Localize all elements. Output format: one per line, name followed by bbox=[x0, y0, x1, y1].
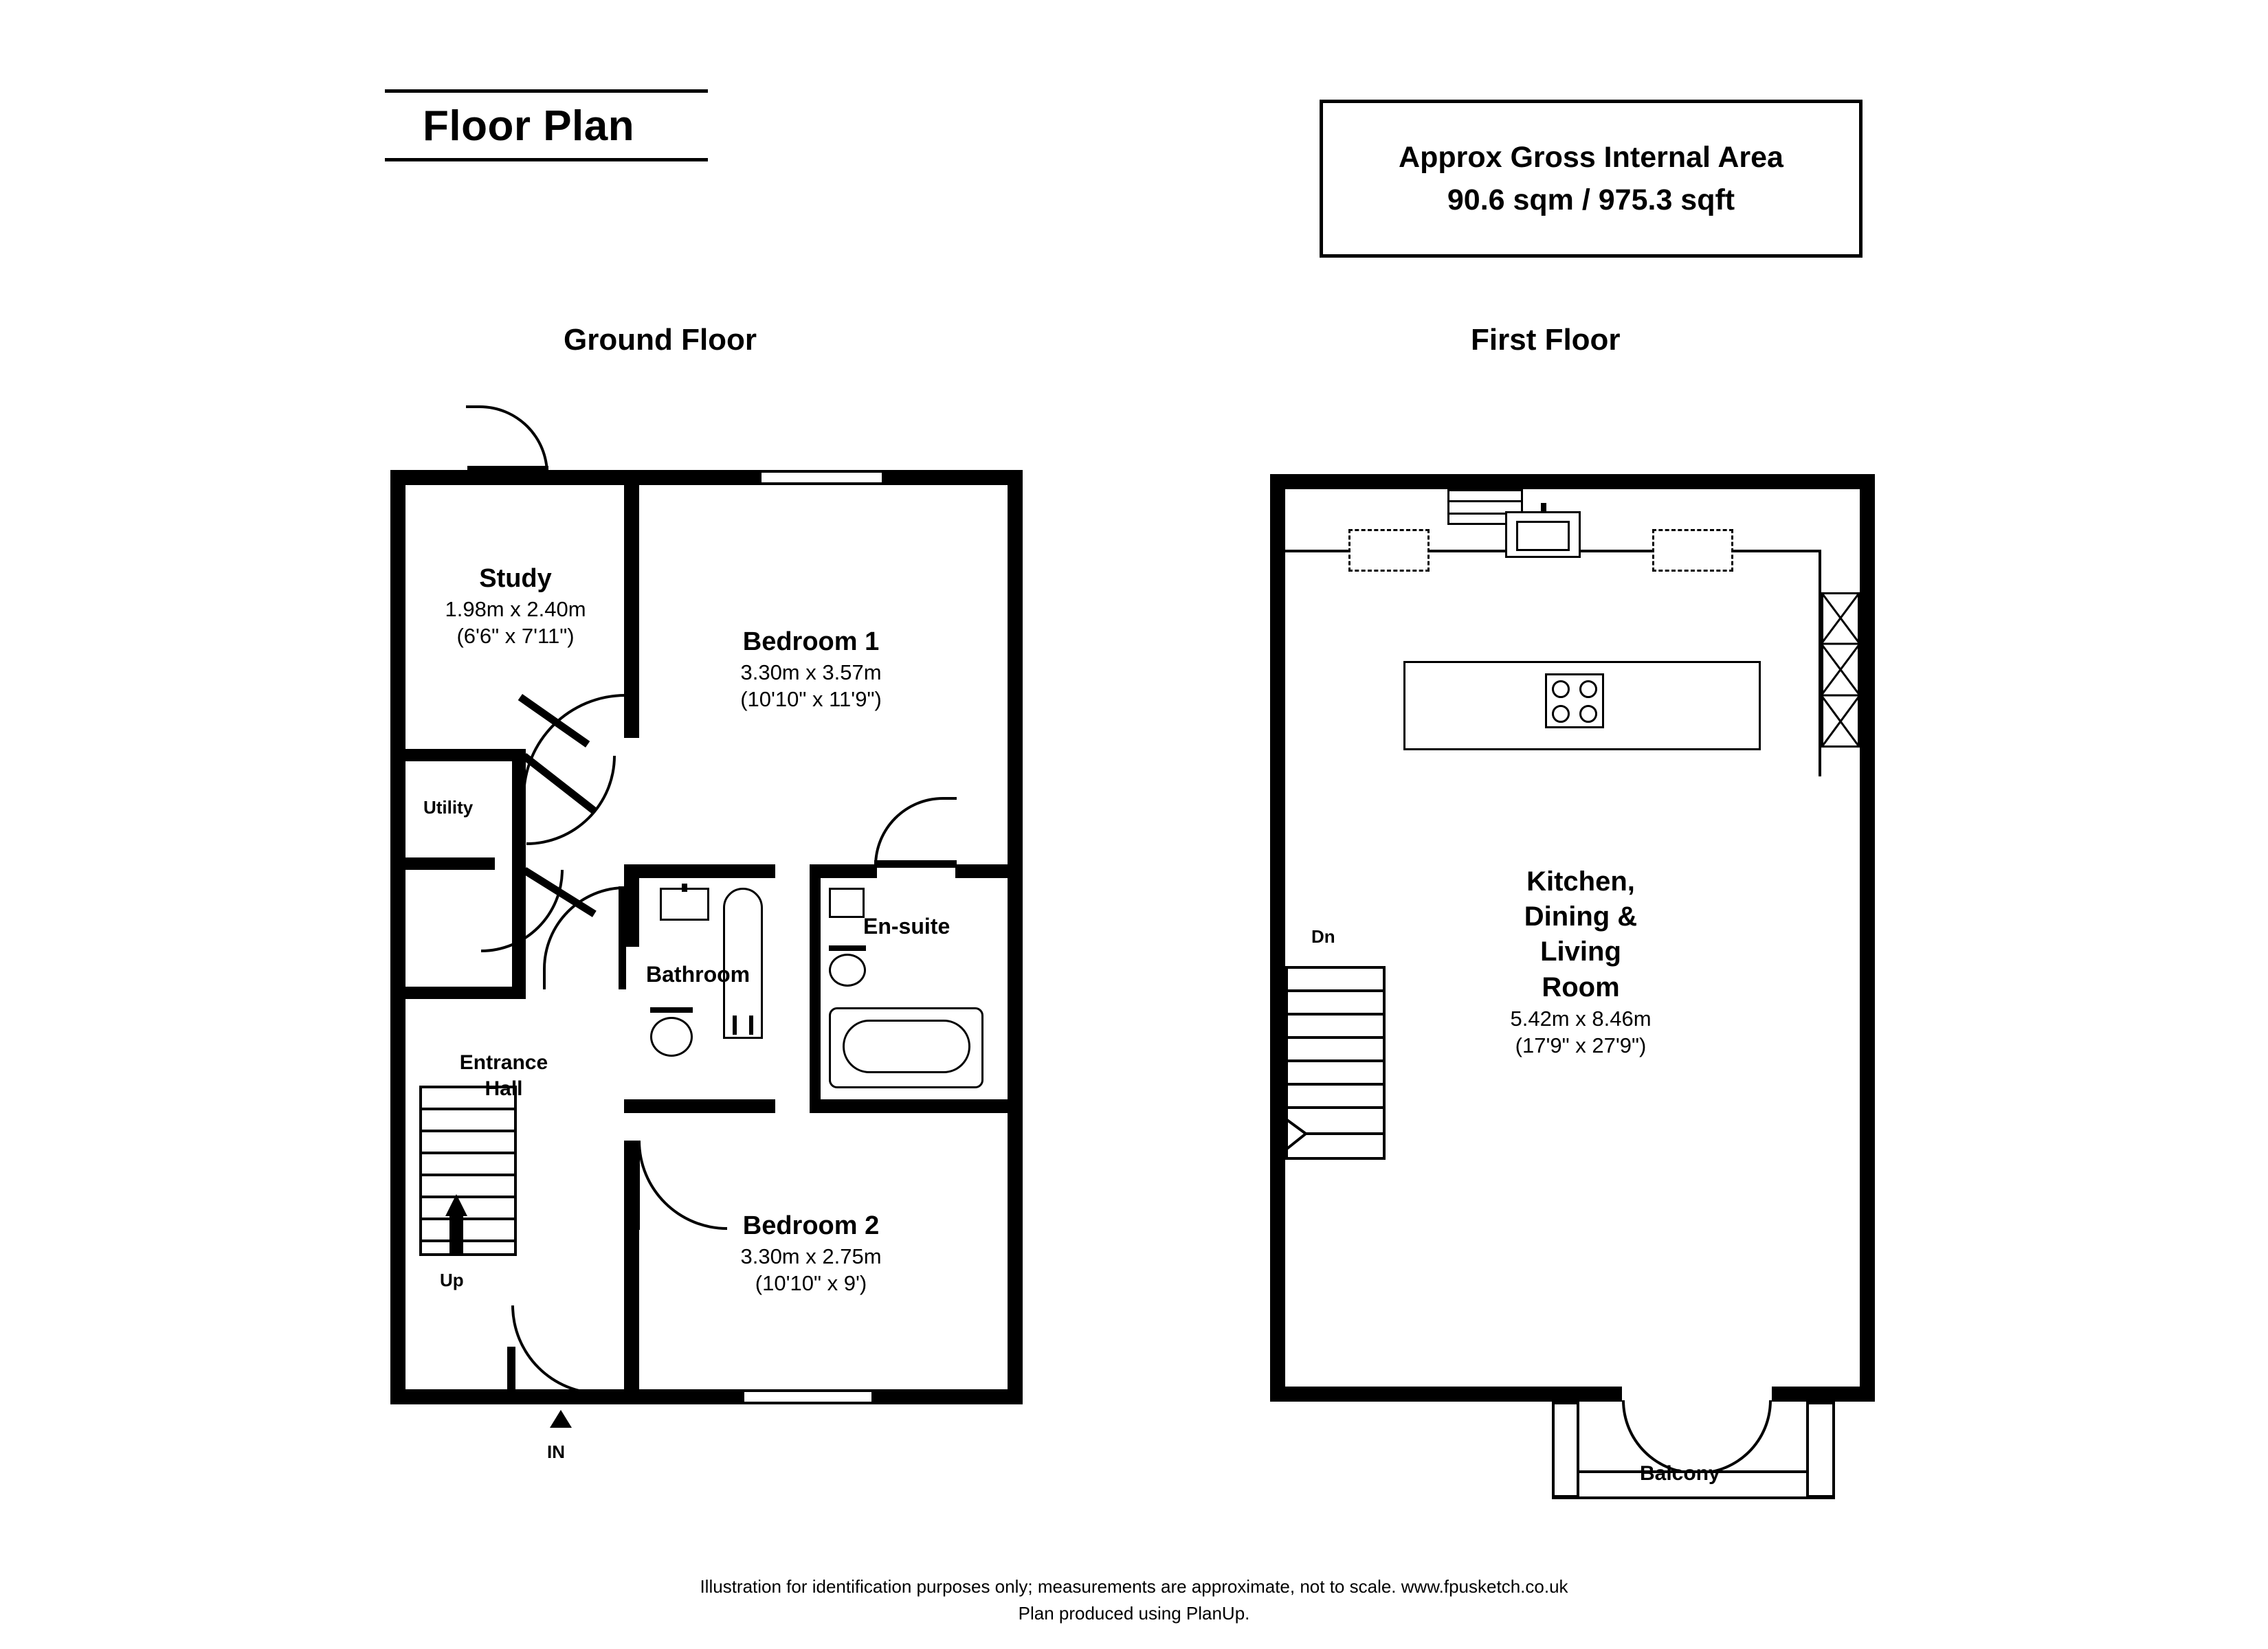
stair-tread bbox=[422, 1218, 514, 1220]
ensuite-bath-inner bbox=[843, 1020, 970, 1073]
bathroom-wall-bottom bbox=[624, 1099, 775, 1113]
island-burner bbox=[1552, 680, 1570, 698]
stair-up-arrow-icon bbox=[445, 1194, 467, 1216]
island-burner bbox=[1552, 705, 1570, 723]
study-door-swing bbox=[466, 405, 548, 474]
island-burner bbox=[1579, 705, 1597, 723]
utility-door-swing bbox=[526, 756, 616, 845]
first-wall-bottom-right bbox=[1792, 1387, 1875, 1402]
room-dim-bedroom1-ft: (10'10" x 11'9") bbox=[740, 687, 882, 712]
kitchen-unit-dashed bbox=[1348, 529, 1430, 572]
bathroom-shower-drain-left bbox=[733, 1016, 737, 1035]
room-name-balcony: Balcony bbox=[1640, 1462, 1720, 1485]
first-wall-bottom-left bbox=[1270, 1387, 1600, 1402]
room-name-bathroom: Bathroom bbox=[646, 962, 751, 987]
room-dim-bedroom2-ft: (10'10" x 9') bbox=[755, 1271, 867, 1296]
stair-tread bbox=[1288, 989, 1383, 992]
bathroom-wc-cistern bbox=[650, 1007, 693, 1013]
room-name-utility: Utility bbox=[423, 797, 474, 818]
gross-internal-area-box bbox=[1320, 100, 1863, 258]
entrance-arrow-icon bbox=[550, 1410, 572, 1428]
stairs-up-label: Up bbox=[440, 1270, 464, 1290]
bedroom2-door-swing bbox=[638, 1141, 727, 1230]
room-name-entrance-hall-line2: Hall bbox=[485, 1077, 523, 1101]
room-label-bedroom1 bbox=[715, 625, 907, 713]
ensuite-wc-icon bbox=[829, 954, 866, 987]
bathroom-wc-icon bbox=[650, 1017, 693, 1057]
title-block bbox=[385, 89, 708, 161]
bathroom-shower-drain-right bbox=[749, 1016, 753, 1035]
stairs-down-break-icon bbox=[1285, 1109, 1386, 1161]
first-wall-right bbox=[1860, 474, 1875, 1402]
stair-tread bbox=[422, 1196, 514, 1198]
stair-tread bbox=[1288, 1013, 1383, 1016]
ground-wall-bottom-right bbox=[871, 1389, 1023, 1404]
room-label-kitchen-dining-living bbox=[1443, 864, 1718, 1059]
bathroom-sink-tap bbox=[682, 884, 687, 892]
room-name-kdl-line2: Dining & bbox=[1524, 901, 1638, 932]
balcony-threshold-right bbox=[1772, 1387, 1794, 1402]
front-door-leaf bbox=[507, 1347, 515, 1392]
footer-producer: Plan produced using PlanUp. bbox=[1018, 1603, 1250, 1624]
room-label-study bbox=[412, 562, 619, 650]
island-burner bbox=[1579, 680, 1597, 698]
page-title: Floor Plan bbox=[423, 102, 635, 150]
ground-wall-left-upper bbox=[390, 470, 405, 759]
stair-tread bbox=[1288, 1059, 1383, 1062]
entrance-marker-in: IN bbox=[547, 1442, 565, 1462]
balcony-threshold-left bbox=[1600, 1387, 1622, 1402]
room-dim-bedroom2-m: 3.30m x 2.75m bbox=[740, 1244, 882, 1268]
bathroom-wall-top-gap bbox=[815, 864, 877, 878]
ground-window-top bbox=[761, 470, 882, 485]
room-dim-kdl-ft: (17'9" x 27'9") bbox=[1515, 1033, 1647, 1058]
title-rule-bottom bbox=[385, 158, 708, 161]
kitchen-tall-unit-hatch-icon bbox=[1821, 592, 1860, 748]
ground-stairs bbox=[419, 1086, 517, 1256]
room-name-bedroom2: Bedroom 2 bbox=[742, 1211, 880, 1240]
ground-wall-right bbox=[1008, 470, 1023, 1404]
ground-wall-left-lower bbox=[390, 999, 405, 1404]
room-name-kdl-line1: Kitchen, bbox=[1526, 866, 1635, 897]
area-value: 90.6 sqm / 975.3 sqft bbox=[1447, 183, 1735, 216]
ground-wall-top-right bbox=[882, 470, 1023, 485]
room-label-entrance-hall bbox=[418, 1050, 590, 1103]
ground-internal-wall-vertical bbox=[624, 470, 639, 738]
stairs-down-label: Dn bbox=[1311, 926, 1335, 947]
stair-tread bbox=[1288, 1083, 1383, 1086]
stair-tread bbox=[422, 1130, 514, 1132]
kitchen-sink-tap bbox=[1541, 503, 1546, 513]
kitchen-hob-line bbox=[1447, 500, 1523, 502]
room-dim-study-ft: (6'6" x 7'11") bbox=[456, 624, 575, 649]
ensuite-sink-icon bbox=[829, 888, 865, 918]
stair-tread bbox=[1288, 1036, 1383, 1039]
stair-tread bbox=[422, 1108, 514, 1110]
kitchen-unit-dashed bbox=[1652, 529, 1733, 572]
first-floor-heading: First Floor bbox=[1471, 323, 1621, 357]
ensuite-divider-vertical bbox=[810, 864, 821, 1113]
ensuite-door-swing bbox=[874, 797, 957, 866]
balcony-rail-right bbox=[1806, 1402, 1835, 1498]
utility-lower-divider bbox=[405, 857, 495, 870]
front-door-swing bbox=[511, 1305, 601, 1395]
ground-window-bottom bbox=[744, 1389, 871, 1404]
room-name-kdl-line4: Room bbox=[1542, 972, 1620, 1002]
ground-wall-top-left bbox=[390, 470, 761, 485]
room-label-bedroom2 bbox=[715, 1209, 907, 1297]
stair-up-arrow-shaft bbox=[449, 1213, 463, 1256]
bathroom-wall-top bbox=[624, 864, 775, 878]
stair-tread bbox=[422, 1174, 514, 1176]
room-name-bedroom1: Bedroom 1 bbox=[742, 627, 880, 656]
room-name-kdl-line3: Living bbox=[1540, 936, 1621, 967]
room-name-ensuite: En-suite bbox=[863, 914, 950, 939]
first-wall-top bbox=[1270, 474, 1875, 489]
ground-wall-left-mid bbox=[390, 759, 405, 999]
utility-wall-right bbox=[512, 749, 526, 871]
kitchen-sink-bowl bbox=[1516, 521, 1570, 551]
first-wall-left bbox=[1270, 474, 1285, 1402]
balcony-rail-left bbox=[1552, 1402, 1579, 1498]
hall-cupboard-divider bbox=[405, 987, 526, 999]
footer bbox=[0, 1573, 2268, 1627]
footer-disclaimer: Illustration for identification purposes only; measurements are approximate, not to scale. www.fpusketch.co.uk bbox=[700, 1576, 1568, 1597]
bathroom-sink-icon bbox=[660, 888, 709, 921]
area-label: Approx Gross Internal Area bbox=[1399, 140, 1783, 174]
room-dim-bedroom1-m: 3.30m x 3.57m bbox=[740, 660, 882, 684]
ground-wall-bottom-left bbox=[390, 1389, 507, 1404]
ensuite-wall-bottom bbox=[810, 1099, 1023, 1113]
ground-wall-bottom-window-left bbox=[624, 1389, 744, 1404]
ground-floor-heading: Ground Floor bbox=[564, 323, 757, 357]
room-dim-study-m: 1.98m x 2.40m bbox=[445, 596, 586, 621]
stair-tread bbox=[422, 1239, 514, 1242]
ensuite-wc-cistern bbox=[829, 945, 866, 951]
bathroom-wall-top-right bbox=[955, 864, 1023, 878]
room-name-study: Study bbox=[479, 564, 552, 593]
room-dim-kdl-m: 5.42m x 8.46m bbox=[1510, 1006, 1652, 1031]
study-utility-divider bbox=[405, 749, 526, 761]
room-name-entrance-hall-line1: Entrance bbox=[459, 1051, 548, 1074]
ground-wall-bottom-mid bbox=[507, 1389, 624, 1404]
stair-tread bbox=[422, 1152, 514, 1154]
